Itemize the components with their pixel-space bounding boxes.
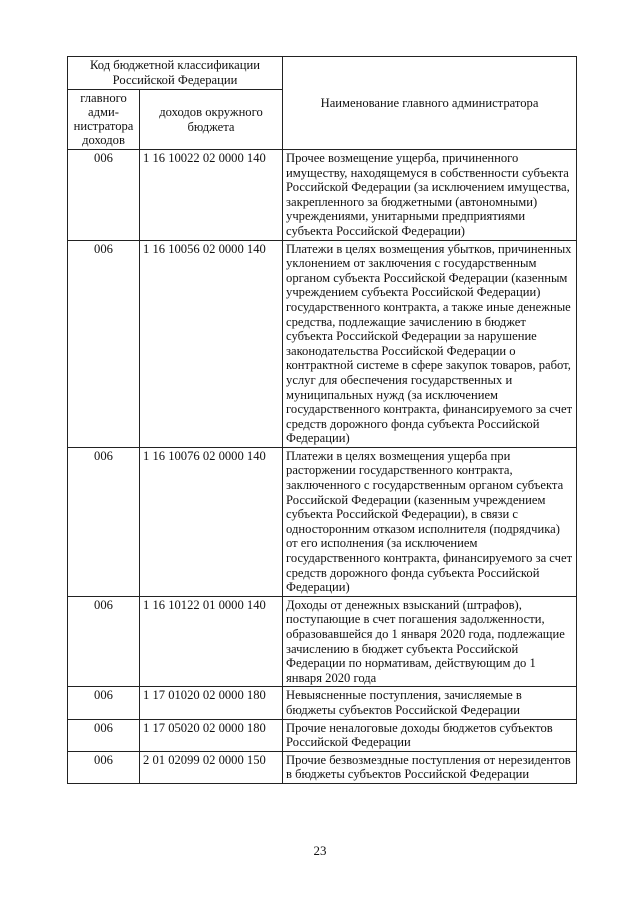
- table-row: [68, 687, 577, 719]
- income-code-cell: 1 16 10076 02 0000 140: [140, 447, 283, 596]
- table-row: [68, 150, 577, 241]
- admin-code-cell: 006: [68, 240, 140, 447]
- table-row: [68, 719, 577, 751]
- income-code-cell: 1 17 01020 02 0000 180: [140, 687, 283, 719]
- income-code-cell: 1 17 05020 02 0000 180: [140, 719, 283, 751]
- table-row: [68, 447, 577, 596]
- budget-classification-table: [67, 56, 577, 784]
- income-code-cell: 1 16 10122 01 0000 140: [140, 596, 283, 687]
- administrator-name-cell: Прочее возмещение ущерба, причиненного имуществу, находящемуся в собственности субъекта Российской Федерации (за исключением имущества, закрепленного за бюджетными (автономными) учреждениями, унитарными предприятиями субъекта Российской Федерации): [283, 150, 577, 241]
- header-group-title: Код бюджетной классификации Российской Федерации: [68, 57, 283, 90]
- header-row-top: [68, 57, 577, 90]
- admin-code-cell: 006: [68, 150, 140, 241]
- administrator-name-cell: Прочие безвозмездные поступления от нерезидентов в бюджеты субъектов Российской Федерации: [283, 751, 577, 783]
- admin-code-cell: 006: [68, 447, 140, 596]
- table-row: [68, 751, 577, 783]
- admin-code-cell: 006: [68, 687, 140, 719]
- table-row: [68, 596, 577, 687]
- income-code-cell: 1 16 10056 02 0000 140: [140, 240, 283, 447]
- table-body: [68, 57, 577, 784]
- admin-code-cell: 006: [68, 719, 140, 751]
- income-code-cell: 1 16 10022 02 0000 140: [140, 150, 283, 241]
- administrator-name-cell: Платежи в целях возмещения ущерба при расторжении государственного контракта, заключенного с государственным органом субъекта Российской Федерации (казенным учреждением субъекта Российской Федерации), в связи с односторонним отказом исполнителя (подрядчика) от его исполнения (за исключением государственного контракта, финансируемого за счет средств дорожного фонда субъекта Российской Федерации): [283, 447, 577, 596]
- header-income-column: доходов окружного бюджета: [140, 90, 283, 150]
- header-name-column: Наименование главного администратора: [283, 57, 577, 150]
- administrator-name-cell: Доходы от денежных взысканий (штрафов), поступающие в счет погашения задолженности, образовавшейся до 1 января 2020 года, подлежащие зачислению в бюджет субъекта Российской Федерации по нормативам, действующим до 1 января 2020 года: [283, 596, 577, 687]
- admin-code-cell: 006: [68, 751, 140, 783]
- administrator-name-cell: Невыясненные поступления, зачисляемые в бюджеты субъектов Российской Федерации: [283, 687, 577, 719]
- header-admin-column: главного адми-нистратора доходов: [68, 90, 140, 150]
- table-row: [68, 240, 577, 447]
- income-code-cell: 2 01 02099 02 0000 150: [140, 751, 283, 783]
- administrator-name-cell: Прочие неналоговые доходы бюджетов субъектов Российской Федерации: [283, 719, 577, 751]
- admin-code-cell: 006: [68, 596, 140, 687]
- page-number: 23: [313, 843, 327, 858]
- administrator-name-cell: Платежи в целях возмещения убытков, причиненных уклонением от заключения с государственным органом субъекта Российской Федерации (казенным учреждением субъекта Российской Федерации) государственного контракта, а также иные денежные средства, подлежащие зачислению в бюджет субъекта Российской Федерации за нарушение законодательства Российской Федерации о контрактной системе в сфере закупок товаров, работ, услуг для обеспечения государственных и муниципальных нужд (за исключением государственного контракта, финансируемого за счет средств дорожного фонда субъекта Российской Федерации): [283, 240, 577, 447]
